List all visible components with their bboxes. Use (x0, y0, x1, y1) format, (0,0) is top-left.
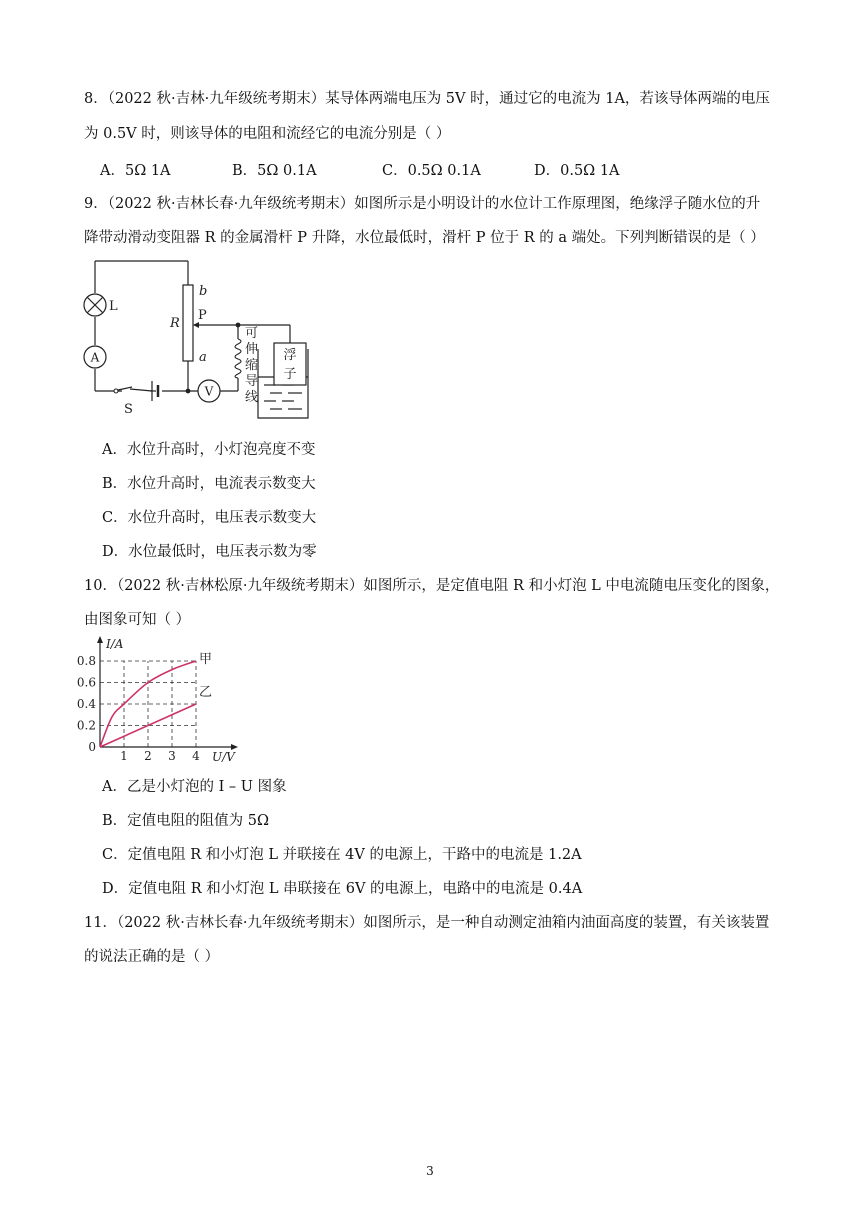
switch-symbol (114, 387, 132, 393)
lamp-symbol (84, 294, 106, 316)
x-tick-label-3: 3 (168, 749, 176, 763)
series-label-1: 乙 (199, 685, 213, 700)
x-tick-label-0: 0 (88, 740, 96, 754)
svg-text:V: V (204, 384, 214, 399)
q11-stem-line2: 的说法正确的是（ ） (84, 949, 220, 965)
svg-text:子: 子 (283, 367, 297, 382)
q10-stem-line1: 10．（2022 秋·吉林松原·九年级统考期末）如图所示，是定值电阻 R 和小灯泡 L 中电流随电压变化的图象， (84, 578, 780, 594)
q10-option-d[interactable]: D．定值电阻 R 和小灯泡 L 串联接在 6V 的电源上，电路中的电流是 0.4A (102, 881, 583, 897)
q8-stem-line1: 8．（2022 秋·吉林·九年级统考期末）某导体两端电压为 5V 时，通过它的电流为 1A，若该导体两端的电压 (84, 91, 770, 107)
x-tick-label-4: 4 (192, 749, 200, 763)
q8-option-b[interactable]: B．5Ω 0.1A (232, 163, 317, 179)
svg-text:可: 可 (245, 326, 259, 341)
series-label-0: 甲 (199, 652, 213, 667)
svg-text:S: S (124, 402, 133, 417)
y-tick-label-3: 0.8 (76, 654, 96, 668)
x-tick-label-1: 1 (120, 749, 128, 763)
q8-option-c[interactable]: C．0.5Ω 0.1A (382, 163, 481, 179)
svg-text:伸: 伸 (245, 342, 259, 357)
q9-option-c[interactable]: C．水位升高时，电压表示数变大 (102, 510, 317, 526)
q8-option-a[interactable]: A．5Ω 1A (100, 163, 171, 179)
q10-stem-line2: 由图象可知（ ） (84, 612, 191, 628)
y-tick-label-0: 0.2 (76, 718, 96, 733)
svg-text:P: P (198, 308, 207, 323)
svg-text:a: a (199, 350, 207, 365)
q9-stem-line2: 降带动滑动变阻器 R 的金属滑杆 P 升降，水位最低时，滑杆 P 位于 R 的 a 端处。下列判断错误的是（ ） (84, 230, 765, 246)
page-number: 3 (426, 1164, 434, 1178)
stretchable-wire-spring (235, 339, 241, 378)
x-axis-label: U/V (212, 750, 235, 764)
svg-text:b: b (199, 284, 208, 299)
y-tick-label-2: 0.6 (76, 675, 96, 690)
q10-option-a[interactable]: A．乙是小灯泡的 I – U 图象 (102, 779, 287, 795)
q9-option-d[interactable]: D．水位最低时，电压表示数为零 (102, 544, 317, 560)
q10-option-b[interactable]: B．定值电阻的阻值为 5Ω (102, 813, 270, 829)
current-voltage-chart (76, 636, 260, 768)
svg-text:L: L (109, 299, 118, 314)
q9-option-a[interactable]: A．水位升高时，小灯泡亮度不变 (102, 442, 316, 458)
rheostat (183, 285, 193, 361)
voltmeter-symbol (198, 380, 220, 402)
y-axis-label: I/A (106, 637, 124, 651)
svg-text:线: 线 (245, 390, 259, 405)
y-tick-label-1: 0.4 (76, 697, 96, 711)
q11-stem-line1: 11．（2022 秋·吉林长春·九年级统考期末）如图所示，是一种自动测定油箱内油面高度的装置，有关该装置 (84, 915, 770, 931)
svg-text:浮: 浮 (283, 348, 297, 363)
ammeter-symbol (84, 346, 106, 368)
y-axis-arrow (97, 636, 103, 643)
water-level-circuit-diagram (80, 253, 320, 423)
q8-options (100, 159, 800, 179)
svg-text:导: 导 (245, 374, 259, 389)
q8-stem-line2: 为 0.5V 时，则该导体的电阻和流经它的电流分别是（ ） (84, 126, 451, 142)
q9-option-b[interactable]: B．水位升高时，电流表示数变大 (102, 476, 316, 492)
q10-option-c[interactable]: C．定值电阻 R 和小灯泡 L 并联接在 4V 的电源上，干路中的电流是 1.2A (102, 847, 582, 863)
svg-text:缩: 缩 (245, 358, 259, 373)
svg-text:A: A (90, 350, 100, 365)
q9-stem-line1: 9．（2022 秋·吉林长春·九年级统考期末）如图所示是小明设计的水位计工作原理图，绝缘浮子随水位的升 (84, 196, 761, 212)
x-tick-label-2: 2 (144, 749, 152, 763)
svg-text:R: R (170, 316, 180, 331)
q8-option-d[interactable]: D．0.5Ω 1A (534, 163, 620, 179)
